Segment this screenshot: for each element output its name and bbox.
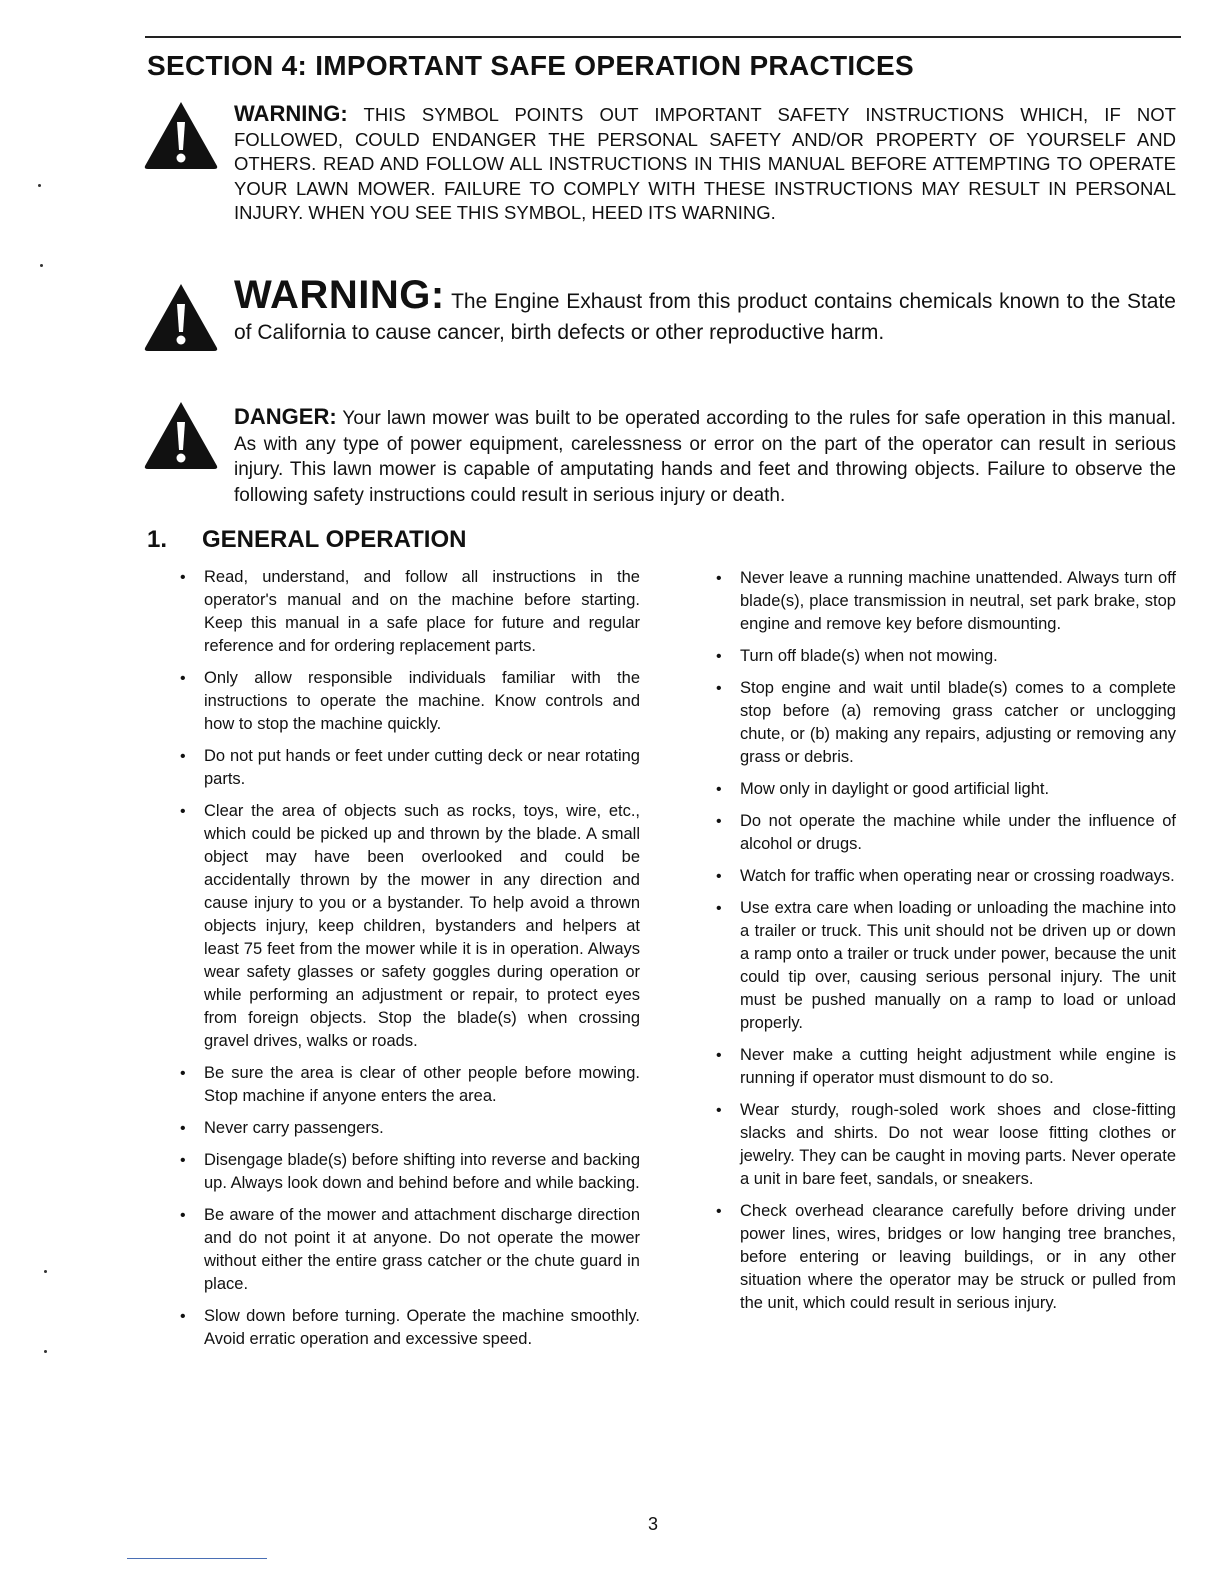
list-item: • Wear sturdy, rough-soled work shoes and close-fitting slacks and shirts. Do not wear loose fitting clothes or jewelry. They can be caught in moving parts. Never operate a unit in bare feet, sandals, or sneakers. — [716, 1101, 1176, 1188]
bullet-list-left — [180, 566, 640, 1360]
list-item: • Do not put hands or feet under cutting deck or near rotating parts. — [180, 747, 640, 788]
danger-body: Your lawn mower was built to be operated according to the rules for safe operation in this manual. As with any type of power equipment, carelessness or error on the part of the operator can result in serious injury. This lawn mower is capable of amputating hands and feet and throwing objects. Failure to observe the following safety instructions could result in serious injury or death. — [234, 408, 1177, 506]
list-item: • Clear the area of objects such as rocks, toys, wire, etc., which could be picked up and thrown by the blade. A small object may have been overlooked and could be accidentally thrown by the mower in any direction and cause injury to you or a bystander. To help avoid a thrown objects injury, keep children, bystanders and helpers at least 75 feet from the mower while it is in operation. Always wear safety glasses or safety goggles during operation or while performing an adjustment or repair, to protect eyes from foreign objects. Stop the blade(s) when crossing gravel drives, walks or roads. — [180, 802, 640, 1050]
scan-edge-line — [127, 1558, 267, 1559]
warning-body: The Engine Exhaust from this product contains chemicals known to the State of California to cause cancer, birth defects or other reproductive harm. — [234, 290, 1176, 344]
list-item: • Only allow responsible individuals familiar with the instructions to operate the machine. Know controls and how to stop the machine quickly. — [180, 669, 640, 733]
subsection-number: 1. — [147, 526, 168, 553]
scan-artifact — [44, 1270, 47, 1273]
danger-notice — [234, 404, 1176, 508]
warning-california — [234, 273, 1176, 348]
subsection-title — [147, 526, 466, 554]
bullet-icon: • — [180, 1152, 186, 1169]
list-item: • Watch for traffic when operating near or crossing roadways. — [716, 865, 1176, 888]
warning-lead: WARNING: — [234, 101, 348, 126]
warning-triangle-icon — [143, 282, 219, 352]
warning-safety-symbol — [234, 102, 1176, 226]
scan-artifact — [40, 264, 43, 267]
scan-artifact — [38, 184, 41, 187]
bullet-icon: • — [180, 1065, 186, 1082]
bullet-icon: • — [716, 648, 722, 665]
bullet-list-right — [716, 567, 1176, 1324]
bullet-icon: • — [716, 1102, 722, 1119]
section-title: SECTION 4: IMPORTANT SAFE OPERATION PRACTICES — [147, 50, 914, 81]
list-item: • Never carry passengers. — [180, 1117, 640, 1140]
bullet-icon: • — [180, 670, 186, 687]
list-item: • Never make a cutting height adjustment while engine is running if operator must dismount to do so. — [716, 1046, 1176, 1087]
top-rule — [145, 36, 1181, 38]
danger-triangle-icon — [143, 400, 219, 470]
list-item: • Turn off blade(s) when not mowing. — [716, 645, 1176, 668]
scan-artifact — [44, 1350, 47, 1353]
bullet-icon: • — [180, 1207, 186, 1224]
list-item: • Be sure the area is clear of other people before mowing. Stop machine if anyone enters the area. — [180, 1064, 640, 1105]
list-item: • Read, understand, and follow all instructions in the operator's manual and on the machine before starting. Keep this manual in a safe place for future and regular reference and for ordering replacement parts. — [180, 568, 640, 655]
list-item: • Be aware of the mower and attachment discharge direction and do not point it at anyone. Do not operate the mower without either the entire grass catcher or the chute guard in place. — [180, 1206, 640, 1293]
bullet-icon: • — [180, 803, 186, 820]
list-item: • Check overhead clearance carefully before driving under power lines, wires, bridges or low hanging tree branches, before entering or leaving buildings, or in any other situation where the operator may be struck or pulled from the unit, which could result in serious injury. — [716, 1202, 1176, 1312]
bullet-icon: • — [180, 569, 186, 586]
bullet-icon: • — [716, 813, 722, 830]
bullet-icon: • — [180, 748, 186, 765]
list-item: • Slow down before turning. Operate the machine smoothly. Avoid erratic operation and excessive speed. — [180, 1307, 640, 1348]
bullet-icon: • — [180, 1308, 186, 1325]
warning-body: THIS SYMBOL POINTS OUT IMPORTANT SAFETY INSTRUCTIONS WHICH, IF NOT FOLLOWED, COULD ENDANGER THE PERSONAL SAFETY AND/OR PROPERTY OF YOURSELF AND OTHERS. READ AND FOLLOW ALL INSTRUCTIONS IN THIS MANUAL BEFORE ATTEMPTING TO OPERATE YOUR LAWN MOWER. FAILURE TO COMPLY WITH THESE INSTRUCTIONS MAY RESULT IN PERSONAL INJURY. WHEN YOU SEE THIS SYMBOL, HEED ITS WARNING. — [234, 104, 1176, 223]
bullet-icon: • — [716, 1203, 722, 1220]
bullet-icon: • — [716, 570, 722, 587]
bullet-icon: • — [716, 680, 722, 697]
bullet-icon: • — [180, 1120, 186, 1137]
warning-triangle-icon — [143, 100, 219, 170]
warning-lead: WARNING: — [234, 273, 445, 317]
bullet-icon: • — [716, 868, 722, 885]
bullet-icon: • — [716, 900, 722, 917]
list-item: • Disengage blade(s) before shifting into reverse and backing up. Always look down and behind before and while backing. — [180, 1151, 640, 1192]
list-item: • Do not operate the machine while under the influence of alcohol or drugs. — [716, 812, 1176, 853]
list-item: • Never leave a running machine unattended. Always turn off blade(s), place transmission in neutral, set park brake, stop engine and remove key before dismounting. — [716, 569, 1176, 633]
subsection-label: GENERAL OPERATION — [202, 526, 467, 553]
bullet-icon: • — [716, 781, 722, 798]
bullet-icon: • — [716, 1047, 722, 1064]
list-item: • Use extra care when loading or unloading the machine into a trailer or truck. This unit should not be driven up or down a ramp onto a trailer or truck under power, because the unit could tip over, causing serious personal injury. The unit must be pushed manually on a ramp to load or unload properly. — [716, 899, 1176, 1032]
list-item: • Stop engine and wait until blade(s) comes to a complete stop before (a) removing grass catcher or unclogging chute, or (b) making any repairs, adjusting or removing any grass or debris. — [716, 679, 1176, 766]
danger-lead: DANGER: — [234, 404, 337, 429]
page-number: 3 — [648, 1514, 659, 1534]
list-item: • Mow only in daylight or good artificial light. — [716, 778, 1176, 801]
